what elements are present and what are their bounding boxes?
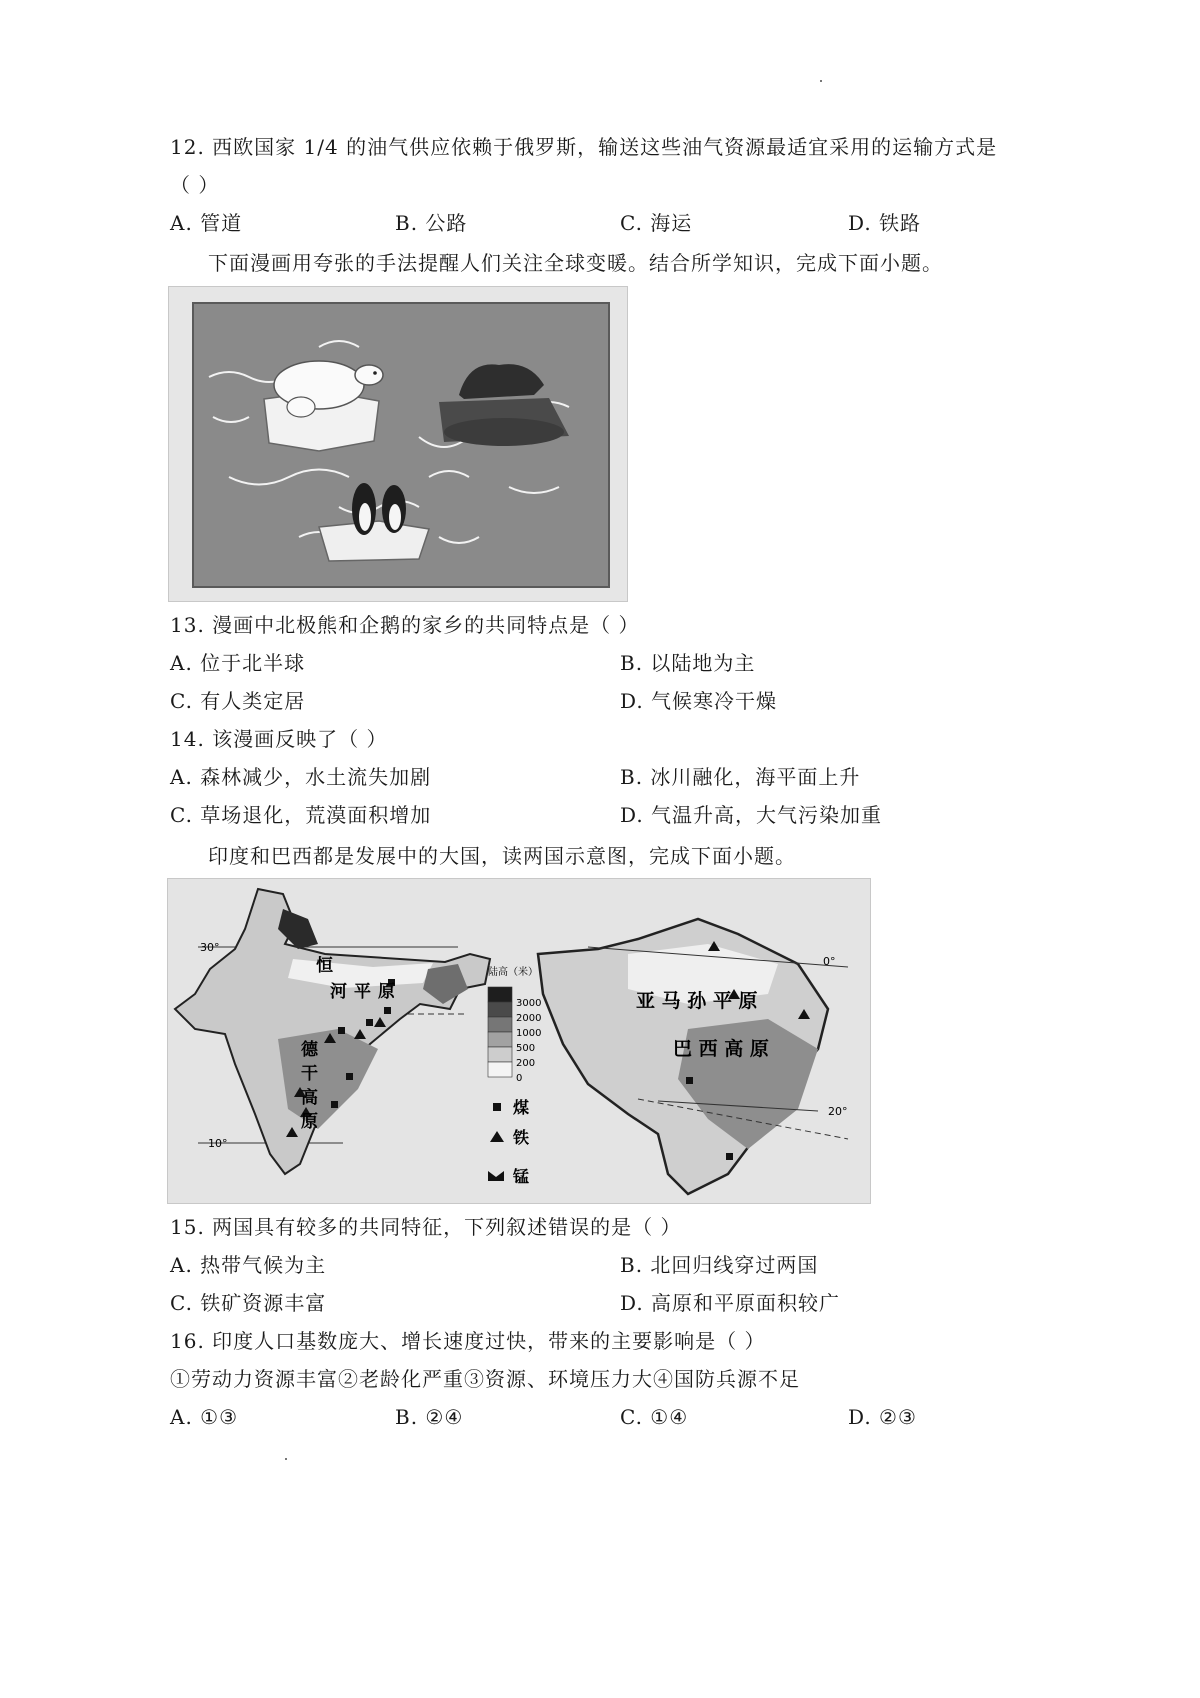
q12-option-d: D. 铁路 <box>848 211 922 235</box>
q16-option-b: B. ②④ <box>395 1405 464 1429</box>
q14-option-c: C. 草场退化，荒漠面积增加 <box>170 803 432 827</box>
ganges-plain-label-1: 恒 <box>316 956 333 976</box>
q13-option-d: D. 气候寒冷干燥 <box>620 689 778 713</box>
ganges-plain-label-4: 原 <box>378 982 395 1002</box>
ganges-plain-label-2: 河 <box>330 982 347 1002</box>
q13-option-c: C. 有人类定居 <box>170 689 306 713</box>
q15-option-c: C. 铁矿资源丰富 <box>170 1291 327 1315</box>
deccan-label-1: 德 <box>301 1040 318 1060</box>
deccan-label-4: 原 <box>301 1112 318 1132</box>
q14-option-b: B. 冰川融化，海平面上升 <box>620 765 861 789</box>
global-warming-cartoon <box>168 286 628 602</box>
deccan-label-2: 干 <box>301 1064 318 1084</box>
maps-intro: 印度和巴西都是发展中的大国，读两国示意图，完成下面小题。 <box>208 844 796 868</box>
q16-option-d: D. ②③ <box>848 1405 917 1429</box>
q12-option-c: C. 海运 <box>620 211 693 235</box>
q16-option-a: A. ①③ <box>170 1405 239 1429</box>
elevation-legend <box>488 987 512 1077</box>
cartoon-intro: 下面漫画用夸张的手法提醒人们关注全球变暖。结合所学知识，完成下面小题。 <box>208 251 943 275</box>
q15-option-b: B. 北回归线穿过两国 <box>620 1253 819 1277</box>
q15-option-d: D. 高原和平原面积较广 <box>620 1291 841 1315</box>
legend-level-0: 0 <box>516 1073 523 1084</box>
legend-swatch <box>488 1032 512 1047</box>
brazil-lat-20-label: 20° <box>828 1105 848 1118</box>
legend-level-200: 200 <box>516 1058 536 1069</box>
q12-stem: 12. 西欧国家 1/4 的油气供应依赖于俄罗斯，输送这些油气资源最适宜采用的运输方式是 <box>170 135 998 159</box>
q13-option-a: A. 位于北半球 <box>170 651 306 675</box>
q16-stem: 16. 印度人口基数庞大、增长速度过快，带来的主要影响是（ ） <box>170 1329 766 1353</box>
legend-level-2000: 2000 <box>516 1013 542 1024</box>
q12-answer-paren: （ ） <box>170 173 220 197</box>
legend-swatch <box>488 987 512 1002</box>
scan-speck <box>820 80 822 82</box>
q16-items: ①劳动力资源丰富②老龄化严重③资源、环境压力大④国防兵源不足 <box>170 1367 800 1391</box>
legend-level-1000: 1000 <box>516 1028 542 1039</box>
india-brazil-map <box>167 878 871 1204</box>
legend-swatch <box>488 1017 512 1032</box>
legend-swatch <box>488 1047 512 1062</box>
q14-option-d: D. 气温升高，大气污染加重 <box>620 803 883 827</box>
brazil-lat-0-label: 0° <box>823 955 836 968</box>
q15-stem: 15. 两国具有较多的共同特征，下列叙述错误的是（ ） <box>170 1215 682 1239</box>
q12-option-b: B. 公路 <box>395 211 468 235</box>
ganges-plain-label-3: 平 <box>354 982 371 1002</box>
q16-option-c: C. ①④ <box>620 1405 689 1429</box>
amazon-plain-label: 亚 马 孙 平 原 <box>636 990 758 1012</box>
legend-level-3000: 3000 <box>516 998 542 1009</box>
legend-swatch <box>488 1002 512 1017</box>
deccan-label-3: 高 <box>301 1088 318 1108</box>
legend-manganese-label: 锰 <box>513 1167 530 1186</box>
scan-speck <box>285 1458 287 1460</box>
q13-option-b: B. 以陆地为主 <box>620 651 756 675</box>
q15-option-a: A. 热带气候为主 <box>170 1253 327 1277</box>
q12-option-a: A. 管道 <box>170 211 243 235</box>
legend-level-500: 500 <box>516 1043 536 1054</box>
india-lat-30-label: 30° <box>200 941 220 954</box>
q14-option-a: A. 森林减少，水土流失加剧 <box>170 765 432 789</box>
legend-coal-label: 煤 <box>513 1098 530 1117</box>
legend-title: 陆高（米） <box>488 967 538 978</box>
brazil-plateau-label: 巴 西 高 原 <box>673 1038 769 1060</box>
legend-iron-label: 铁 <box>513 1128 530 1147</box>
q13-stem: 13. 漫画中北极熊和企鹅的家乡的共同特点是（ ） <box>170 613 640 637</box>
legend-swatch <box>488 1062 512 1077</box>
q14-stem: 14. 该漫画反映了（ ） <box>170 727 388 751</box>
polar-bear-on-ice <box>264 361 383 451</box>
india-lat-10-label: 10° <box>208 1137 228 1150</box>
